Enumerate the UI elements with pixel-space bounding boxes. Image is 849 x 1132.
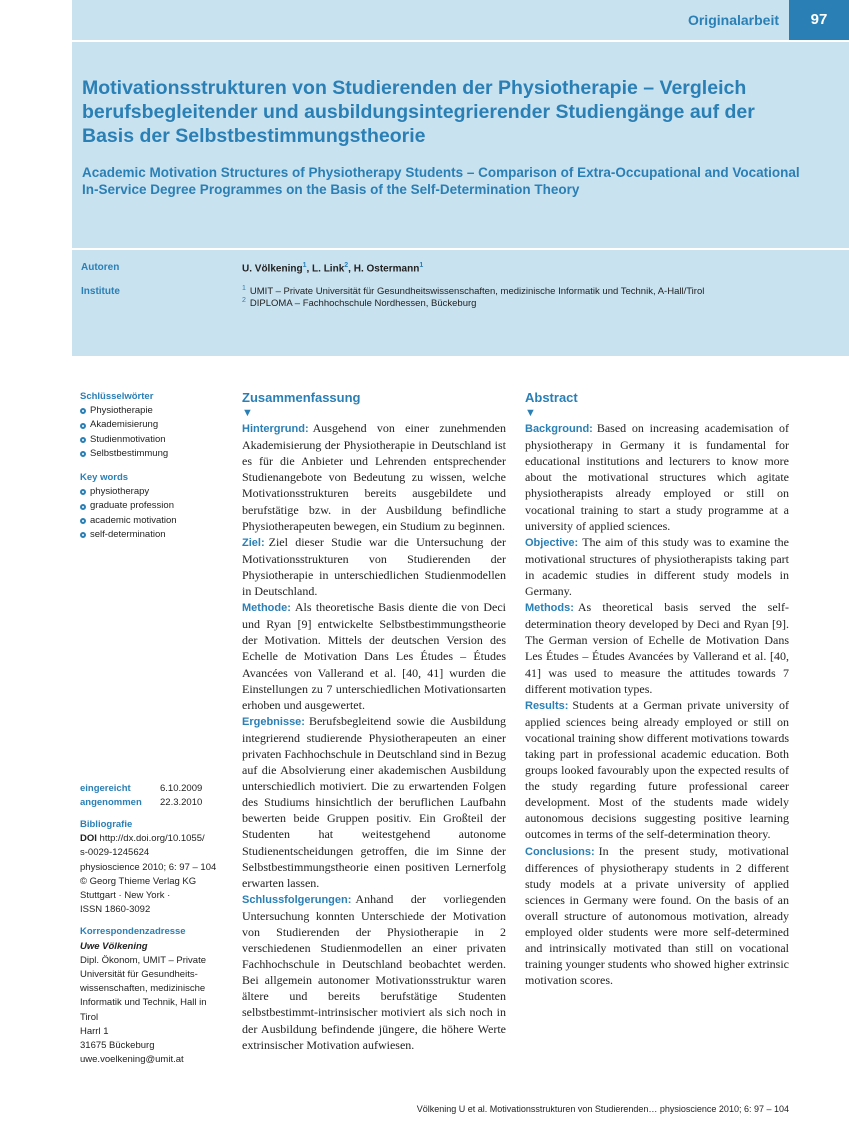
biblio-line: © Georg Thieme Verlag KG [80,875,197,887]
submission-dates [80,782,202,810]
bullet-icon [80,451,86,457]
abstract-heading: Abstract [525,390,578,405]
email-link[interactable]: uwe.voelkening@umit.at [80,1054,184,1066]
author-name: H. Ostermann [353,263,420,275]
keyword-item [80,433,230,447]
keyword-text: Selbstbestimmung [90,447,169,459]
running-header [72,0,849,40]
received-label: eingereicht [80,783,131,794]
bibliography-heading: Bibliografie [80,819,133,830]
author-affiliation-mark: 1 [419,262,424,269]
abstract-paragraph [525,534,789,599]
title-english: Academic Motivation Structures of Physiotherapy Students – Comparison of Extra-Occupational and Vocational In-Service Degree Programmes on the Basis of the Self-Determination Theory [82,165,800,197]
keyword-item [80,485,230,499]
abstract-english [525,390,789,988]
biblio-line: ISSN 1860-3092 [80,904,151,916]
institute-mark: 1 [242,285,246,292]
paragraph-lead: Ergebnisse: [242,715,305,728]
paragraph-lead: Objective: [525,536,579,549]
address-line: wissenschaften, medizinische [80,983,206,995]
paragraph-text: Ziel dieser Studie war die Untersuchung der Motivationsstrukturen von Studierenden der Physiotherapie in unterschiedlichen Studienmodellen in Deutschland. [242,534,506,599]
paragraph-lead: Methods: [525,602,574,615]
institutes-label: Institute [81,286,120,297]
paragraph-lead: Conclusions: [525,845,595,858]
institute-text: DIPLOMA – Fachhochschule Nordhessen, Bückeburg [249,298,477,310]
doi-label: DOI [80,833,97,845]
summary-paragraph [242,599,506,713]
bullet-icon [80,423,86,429]
accepted-date: 22.3.2010 [160,797,203,808]
author-name: L. Link [312,263,345,275]
summary-paragraph [242,891,506,1053]
paragraph-lead: Hintergrund: [242,423,309,436]
keyword-text: Studienmotivation [90,433,166,445]
address-line: 31675 Bückeburg [80,1040,155,1052]
bullet-icon [80,408,86,414]
keyword-item [80,404,230,418]
institute-item [242,297,476,309]
paragraph-text: In the present study, motivational differences of physiotherapy students in 2 different study models at a private university of applied sciences in Germany were found. On the basis of an overall structure of autonomous motivation, already employed older students were more self-determined and intrinsically motivated than still on vocational training younger students who showed higher extrinsic motivation scores. [525,843,789,988]
address-line: Tirol [80,1011,99,1023]
paragraph-text: As theoretical basis served the self-determination theory developed by Deci and Ryan [9]. The German version of Echelle de Motivation Dans Les Études – Études Avancées by Vallerand et al. [40, 41] was used to measure the attitudes towards 7 different motivation types. [525,600,789,696]
paragraph-lead: Background: [525,423,593,436]
doi-link[interactable]: http://dx.doi.org/10.1055/ [99,833,205,845]
paragraph-lead: Methode: [242,602,291,615]
biblio-line: physioscience 2010; 6: 97 – 104 [80,861,217,873]
triangle-down-icon: ▼ [242,407,253,420]
bullet-icon [80,489,86,495]
keywords-de-heading: Schlüsselwörter [80,391,154,402]
keyword-text: Physiotherapie [90,405,153,417]
paragraph-lead: Ziel: [242,536,265,549]
keyword-item [80,418,230,432]
abstract-paragraph [525,420,789,534]
paragraph-text: Students at a German private university of applied sciences being already employed or still on vocational training show different motivations towards taking part in professional academic education. Both groups looked favourably upon the expected results of the study regarding future professional career development. Most of the students made widely autonomous decisions suggesting positive learning outcomes in terms of the self-determination theory. [525,697,789,842]
authors-label: Autoren [81,262,120,273]
keyword-item [80,528,230,542]
keyword-text: physiotherapy [90,486,150,498]
address-line: Dipl. Ökonom, UMIT – Private [80,954,207,966]
bullet-icon [80,437,86,443]
page-number: 97 [789,0,849,40]
biblio-line: Stuttgart · New York · [80,890,171,902]
abstract-paragraph [525,697,789,843]
address-line: Harrl 1 [80,1025,109,1037]
bullet-icon [80,518,86,524]
paragraph-lead: Results: [525,699,569,712]
keyword-text: graduate profession [90,500,174,512]
keyword-text: self-determination [90,528,166,540]
bullet-icon [80,532,86,538]
institute-text: UMIT – Private Universität für Gesundheitswissenschaften, medizinische Informatik und Technik, A-Hall/Tirol [249,286,705,298]
institute-mark: 2 [242,297,246,304]
author-name: U. Völkening [242,263,303,275]
author-affiliation-mark: 2 [344,262,349,269]
paragraph-lead: Schlussfolgerungen: [242,893,352,906]
abstract-paragraph [525,599,789,697]
keyword-item [80,447,230,461]
keywords-en-heading: Key words [80,472,129,484]
biblio-line: s-0029-1245624 [80,847,150,859]
keyword-text: academic motivation [90,514,177,526]
correspondence-name: Uwe Völkening [80,940,148,952]
accepted-label: angenommen [80,797,142,808]
triangle-down-icon: ▼ [525,407,536,420]
title-panel [72,42,849,248]
paragraph-text: Als theoretische Basis diente die von Deci und Ryan [9] entwickelte Selbstbestimmungstheorie der Motivation. Mittels der deutschen Version des Echelle de Motivation Dans Les Études – Études Avancées von Vallerand et al. [40, 41] wurden die Einstellungen zu 7 unterschiedlichen Motivationsarten erhoben und ausgewertet. [242,600,506,712]
keywords-sidebar [80,390,230,542]
address-line: Informatik und Technik, Hall in [80,997,207,1009]
paragraph-text: Berufsbegleitend sowie die Ausbildung integrierend studierende Physiotherapeuten an einer privaten Fachhochschule in Deutschland sind in Bezug auf die Absolvierung einer akademischen Ausbildung unterschiedlich motiviert. Die zu erwartenden Folgen des Studiums hinsichtlich der beruflichen Laufbahn bewerten beide Gruppen positiv. Ein Großteil der Studenten hat weitestgehend autonome Studienentscheidungen getroffen, die im Sinne der Selbstbestimmungstheorie einen positiven Lernerfolg erwarten lassen. [242,713,506,890]
received-date: 6.10.2009 [160,783,203,794]
address-line: Universität für Gesundheits- [80,969,198,981]
meta-panel [72,250,849,356]
paragraph-text: Based on increasing academisation of physiotherapy in Germany it is fundamental for educational institutions and lecturers to know more about the motivational structures which agitate physiotherapists already employed or still on vocational training to start a study programme at a university of applied sciences. [525,421,789,533]
abstract-paragraph [525,843,789,989]
title-german: Motivationsstrukturen von Studierenden der Physiotherapie – Vergleich berufsbegleitender und ausbildungsintegrierender Studiengänge auf der Basis der Selbstbestimmungstheorie [82,77,755,147]
paragraph-text: Anhand der vorliegenden Untersuchung konnten Unterschiede der Motivation von Studierenden der Physiotherapie in 2 verschiedenen Studienmodellen an einer privaten Fachhochschule in Deutschland beobachtet werden. Bei allgemein autonomer Motivationsstruktur waren ältere und bereits berufstätige Studenten selbstbestimmt-intrinsischer motiviert als sich noch in der Ausbildung befindende jüngere, die höhere Werte extrinsischer Motivation aufwiesen. [242,891,506,1052]
keyword-item [80,514,230,528]
footer-citation: Völkening U et al. Motivationsstrukturen von Studierenden… physioscience 2010; 6: 97 – 104 [416,1104,789,1114]
summary-heading: Zusammenfassung [242,390,361,405]
author-affiliation-mark: 1 [302,262,307,269]
keyword-text: Akademisierung [90,419,159,431]
summary-paragraph [242,713,506,891]
author-list: U. Völkening$^1$, L. Link$^2$, H. Ostermann$^1$ [242,262,424,275]
keyword-item [80,499,230,513]
paragraph-text: Ausgehend von einer zunehmenden Akademisierung der Physiotherapie in Deutschland ist es für die Anbieter und Lehrenden entsprechender Studienangebote von Bedeutung zu wissen, welche Motivationsstrukturen bereits ausgebildete und berufstätige bzw. in der Ausbildung befindliche Physiotherapeuten bewegen, ein Studium zu beginnen. [242,421,506,533]
bibliography-block [80,818,230,1067]
summary-paragraph [242,534,506,599]
paragraph-text: The aim of this study was to examine the motivational structures of physiotherapists taking part in academic studies in different study models in Germany. [525,534,789,599]
summary-german [242,390,506,1053]
bullet-icon [80,504,86,510]
summary-paragraph [242,420,506,534]
section-label: Originalarbeit [687,12,779,28]
institute-item [242,285,704,297]
correspondence-heading: Korrespondenzadresse [80,926,186,938]
